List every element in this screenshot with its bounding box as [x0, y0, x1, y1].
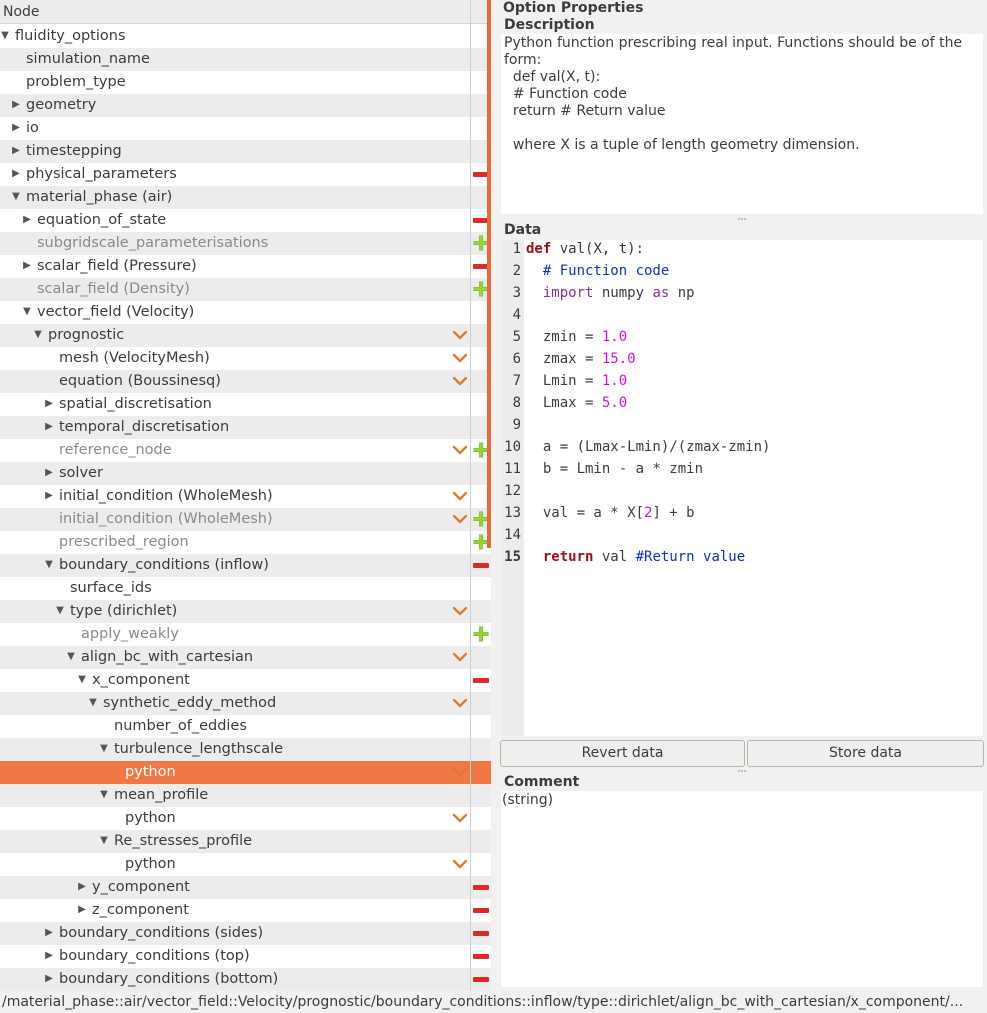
description-line: Python function prescribing real input. Functions should be of the	[504, 35, 963, 51]
status-bar	[0, 991, 987, 1013]
tree-row[interactable]	[0, 117, 491, 140]
tree-row-label: subgridscale_parameterisations	[37, 235, 269, 251]
option-properties-title: Option Properties	[503, 0, 644, 16]
choice-chevron-icon[interactable]	[453, 812, 467, 824]
expander-collapsed-icon[interactable]: ▶	[78, 881, 86, 892]
add-node-icon[interactable]	[473, 626, 489, 642]
tree-row[interactable]	[0, 163, 491, 186]
tree-row-label: type (dirichlet)	[70, 603, 178, 619]
tree-row-label: align_bc_with_cartesian	[81, 649, 254, 665]
line-number: 13	[504, 505, 521, 521]
choice-chevron-icon[interactable]	[453, 858, 467, 870]
tree-row-label: boundary_conditions (sides)	[59, 925, 264, 941]
expander-collapsed-icon[interactable]: ▶	[12, 168, 20, 179]
description-line: where X is a tuple of length geometry dimension.	[504, 137, 860, 153]
tree-row[interactable]	[0, 301, 491, 324]
description-line: # Function code	[504, 86, 627, 102]
tree-row[interactable]	[0, 738, 491, 761]
tree-row[interactable]	[0, 968, 491, 991]
tree-row[interactable]	[0, 600, 491, 623]
tree-row-label: material_phase (air)	[26, 189, 173, 205]
expander-collapsed-icon[interactable]: ▶	[78, 904, 86, 915]
expander-expanded-icon[interactable]: ▼	[67, 651, 75, 662]
remove-node-icon[interactable]	[473, 954, 489, 959]
pane-grip-icon[interactable]	[738, 217, 746, 221]
tree-row[interactable]	[0, 554, 491, 577]
pane-grip-icon[interactable]	[738, 769, 746, 773]
node-tree-panel	[0, 0, 491, 991]
line-number-gutter	[501, 240, 524, 736]
remove-node-icon[interactable]	[473, 678, 489, 683]
tree-column-header[interactable]	[0, 0, 491, 24]
node-tree	[0, 25, 491, 991]
code-line	[526, 373, 627, 389]
store-data-button[interactable]: Store data	[747, 740, 984, 767]
comment-label: Comment	[504, 774, 580, 790]
tree-row[interactable]	[0, 945, 491, 968]
code-line	[526, 329, 627, 345]
description-line: form:	[504, 52, 542, 68]
tree-row[interactable]	[0, 278, 491, 301]
column-separator[interactable]	[470, 0, 471, 991]
tree-row-label: initial_condition (WholeMesh)	[59, 511, 273, 527]
tree-row-label: boundary_conditions (inflow)	[59, 557, 269, 573]
tree-row-label: geometry	[26, 97, 97, 113]
line-number: 6	[512, 351, 521, 367]
code-line	[526, 461, 703, 477]
tree-row[interactable]	[0, 830, 491, 853]
tree-row[interactable]	[0, 876, 491, 899]
tree-row-label: apply_weakly	[81, 626, 179, 642]
tree-row[interactable]	[0, 853, 491, 876]
expander-collapsed-icon[interactable]: ▶	[45, 467, 53, 478]
expander-collapsed-icon[interactable]: ▶	[12, 122, 20, 133]
code-token: zmin =	[526, 329, 602, 345]
code-line	[526, 285, 695, 301]
tree-row-label: synthetic_eddy_method	[103, 695, 277, 711]
code-token	[526, 285, 543, 301]
tree-row[interactable]	[0, 25, 491, 48]
comment-text: (string)	[502, 792, 554, 808]
tree-row[interactable]	[0, 531, 491, 554]
tree-row-label: python	[125, 810, 176, 826]
line-number: 4	[512, 307, 521, 323]
choice-chevron-icon[interactable]	[453, 352, 467, 364]
tree-row-label: y_component	[92, 879, 190, 895]
expander-collapsed-icon[interactable]: ▶	[12, 99, 20, 110]
expander-expanded-icon[interactable]: ▼	[78, 674, 86, 685]
expander-expanded-icon[interactable]: ▼	[100, 789, 108, 800]
tree-row[interactable]	[0, 48, 491, 71]
expander-expanded-icon[interactable]: ▼	[34, 329, 42, 340]
tree-row[interactable]	[0, 186, 491, 209]
choice-chevron-icon[interactable]	[453, 490, 467, 502]
remove-node-icon[interactable]	[473, 977, 489, 982]
choice-chevron-icon[interactable]	[453, 329, 467, 341]
tree-row-label: vector_field (Velocity)	[37, 304, 195, 320]
tree-row-label: simulation_name	[26, 51, 150, 67]
tree-row[interactable]	[0, 416, 491, 439]
tree-row-label: solver	[59, 465, 103, 481]
tree-row[interactable]	[0, 715, 491, 738]
expander-collapsed-icon[interactable]: ▶	[12, 145, 20, 156]
code-line	[526, 505, 695, 521]
remove-node-icon[interactable]	[473, 885, 489, 890]
tree-row-label: Re_stresses_profile	[114, 833, 253, 849]
code-line	[526, 263, 669, 279]
expander-collapsed-icon[interactable]: ▶	[23, 260, 31, 271]
tree-row-label: z_component	[92, 902, 189, 918]
tree-row[interactable]	[0, 370, 491, 393]
tree-row[interactable]	[0, 393, 491, 416]
expander-collapsed-icon[interactable]: ▶	[45, 950, 53, 961]
tree-row[interactable]	[0, 508, 491, 531]
expander-expanded-icon[interactable]: ▼	[23, 306, 31, 317]
code-editor[interactable]	[501, 240, 983, 736]
code-token: a = (Lmax-Lmin)/(zmax-zmin)	[526, 439, 771, 455]
code-token: numpy	[593, 285, 653, 301]
expander-collapsed-icon[interactable]: ▶	[45, 490, 53, 501]
code-token: # Function code	[526, 263, 670, 279]
expander-expanded-icon[interactable]: ▼	[56, 605, 64, 616]
tree-row[interactable]	[0, 439, 491, 462]
code-token: return	[542, 549, 594, 565]
remove-node-icon[interactable]	[473, 563, 489, 568]
code-token: b = Lmin - a * zmin	[526, 461, 704, 477]
tree-row[interactable]	[0, 324, 491, 347]
tree-row-label: mean_profile	[114, 787, 209, 803]
tree-row-label: fluidity_options	[15, 28, 126, 44]
expander-collapsed-icon[interactable]: ▶	[45, 927, 53, 938]
description-line	[504, 120, 974, 137]
code-token: Lmin =	[526, 373, 602, 389]
code-line	[526, 549, 745, 565]
code-token: def	[526, 241, 552, 257]
tree-row-label: python	[125, 856, 176, 872]
code-token: Lmax =	[526, 395, 602, 411]
tree-row-label: python	[125, 764, 176, 780]
expander-expanded-icon[interactable]: ▼	[1, 30, 9, 41]
tree-row-label: reference_node	[59, 442, 172, 458]
expander-collapsed-icon[interactable]: ▶	[45, 421, 53, 432]
description-line: def val(X, t):	[504, 69, 601, 85]
expander-expanded-icon[interactable]: ▼	[89, 697, 97, 708]
tree-row-label: physical_parameters	[26, 166, 177, 182]
tree-row-label: initial_condition (WholeMesh)	[59, 488, 273, 504]
tree-row-label: boundary_conditions (top)	[59, 948, 250, 964]
tree-row-label: surface_ids	[70, 580, 152, 596]
choice-chevron-icon[interactable]	[453, 651, 467, 663]
code-token: 2	[644, 505, 653, 521]
code-line	[526, 351, 636, 367]
expander-collapsed-icon[interactable]: ▶	[45, 973, 53, 984]
code-token: 1.0	[601, 329, 628, 345]
expander-collapsed-icon[interactable]: ▶	[23, 214, 31, 225]
tree-row[interactable]	[0, 94, 491, 117]
code-line	[526, 241, 644, 257]
status-path: /material_phase::air/vector_field::Velocity/prognostic/boundary_conditions::inflow/type::dirichlet/align_bc_with_cartesian/x_component/...	[2, 994, 964, 1010]
line-number: 14	[504, 527, 521, 543]
tree-row[interactable]	[0, 784, 491, 807]
code-token: 1.0	[601, 373, 628, 389]
line-number: 12	[504, 483, 521, 499]
line-number: 11	[504, 461, 521, 477]
code-token	[526, 549, 543, 565]
tree-row-label: x_component	[92, 672, 190, 688]
code-token: as	[652, 285, 670, 301]
code-token: np	[669, 285, 695, 301]
tree-row[interactable]	[0, 577, 491, 600]
tree-row[interactable]	[0, 255, 491, 278]
tree-row-label: scalar_field (Density)	[37, 281, 190, 297]
tree-row-label: spatial_discretisation	[59, 396, 212, 412]
tree-row[interactable]	[0, 623, 491, 646]
tree-row-label: problem_type	[26, 74, 126, 90]
expander-expanded-icon[interactable]: ▼	[12, 191, 20, 202]
tree-row[interactable]	[0, 646, 491, 669]
tree-row[interactable]	[0, 347, 491, 370]
code-token: 15.0	[601, 351, 636, 367]
tree-row[interactable]	[0, 232, 491, 255]
tree-row-label: turbulence_lengthscale	[114, 741, 284, 757]
code-token: #Return value	[635, 549, 746, 565]
code-token: zmax =	[526, 351, 602, 367]
tree-row[interactable]	[0, 462, 491, 485]
tree-row-label: prognostic	[48, 327, 125, 343]
tree-row-label: io	[26, 120, 39, 136]
choice-chevron-icon[interactable]	[453, 766, 467, 778]
tree-row[interactable]	[0, 669, 491, 692]
expander-collapsed-icon[interactable]: ▶	[45, 398, 53, 409]
tree-row-label: mesh (VelocityMesh)	[59, 350, 210, 366]
tree-row[interactable]	[0, 761, 491, 784]
tree-row[interactable]	[0, 899, 491, 922]
code-token: val	[593, 549, 636, 565]
line-number: 2	[512, 263, 521, 279]
description-text	[504, 35, 974, 154]
tree-header-label: Node	[3, 4, 40, 20]
tree-row-label: temporal_discretisation	[59, 419, 230, 435]
choice-chevron-icon[interactable]	[453, 697, 467, 709]
tree-row[interactable]	[0, 807, 491, 830]
code-token: ] + b	[652, 505, 695, 521]
line-number: 1	[512, 241, 521, 257]
data-label: Data	[504, 222, 542, 238]
tree-row[interactable]	[0, 71, 491, 94]
remove-node-icon[interactable]	[473, 931, 489, 936]
tree-row[interactable]	[0, 209, 491, 232]
code-line	[526, 439, 770, 455]
tree-row-label: prescribed_region	[59, 534, 189, 550]
choice-chevron-icon[interactable]	[453, 375, 467, 387]
tree-row[interactable]	[0, 140, 491, 163]
tree-row-label: scalar_field (Pressure)	[37, 258, 197, 274]
line-number: 9	[512, 417, 521, 433]
line-number: 3	[512, 285, 521, 301]
revert-data-button[interactable]: Revert data	[500, 740, 745, 767]
expander-expanded-icon[interactable]: ▼	[45, 559, 53, 570]
description-box	[501, 34, 983, 214]
code-token: val = a * X[	[526, 505, 645, 521]
choice-chevron-icon[interactable]	[453, 513, 467, 525]
choice-chevron-icon[interactable]	[453, 444, 467, 456]
comment-field[interactable]	[501, 791, 983, 987]
tree-row-label: boundary_conditions (bottom)	[59, 971, 279, 987]
line-number: 8	[512, 395, 521, 411]
code-token: import	[542, 285, 594, 301]
code-line	[526, 395, 627, 411]
choice-chevron-icon[interactable]	[453, 605, 467, 617]
tree-row-label: equation (Boussinesq)	[59, 373, 221, 389]
code-token: 5.0	[601, 395, 628, 411]
code-token: val(X, t):	[551, 241, 645, 257]
tree-row-label: equation_of_state	[37, 212, 167, 228]
description-line: return # Return value	[504, 103, 666, 119]
tree-row-label: timestepping	[26, 143, 122, 159]
line-number: 15	[504, 549, 521, 565]
remove-node-icon[interactable]	[473, 908, 489, 913]
line-number: 7	[512, 373, 521, 389]
expander-expanded-icon[interactable]: ▼	[100, 835, 108, 846]
expander-expanded-icon[interactable]: ▼	[100, 743, 108, 754]
tree-row[interactable]	[0, 692, 491, 715]
tree-row-label: number_of_eddies	[114, 718, 247, 734]
line-number: 5	[512, 329, 521, 345]
tree-row[interactable]	[0, 922, 491, 945]
tree-row[interactable]	[0, 485, 491, 508]
description-label: Description	[504, 17, 595, 33]
line-number: 10	[504, 439, 521, 455]
